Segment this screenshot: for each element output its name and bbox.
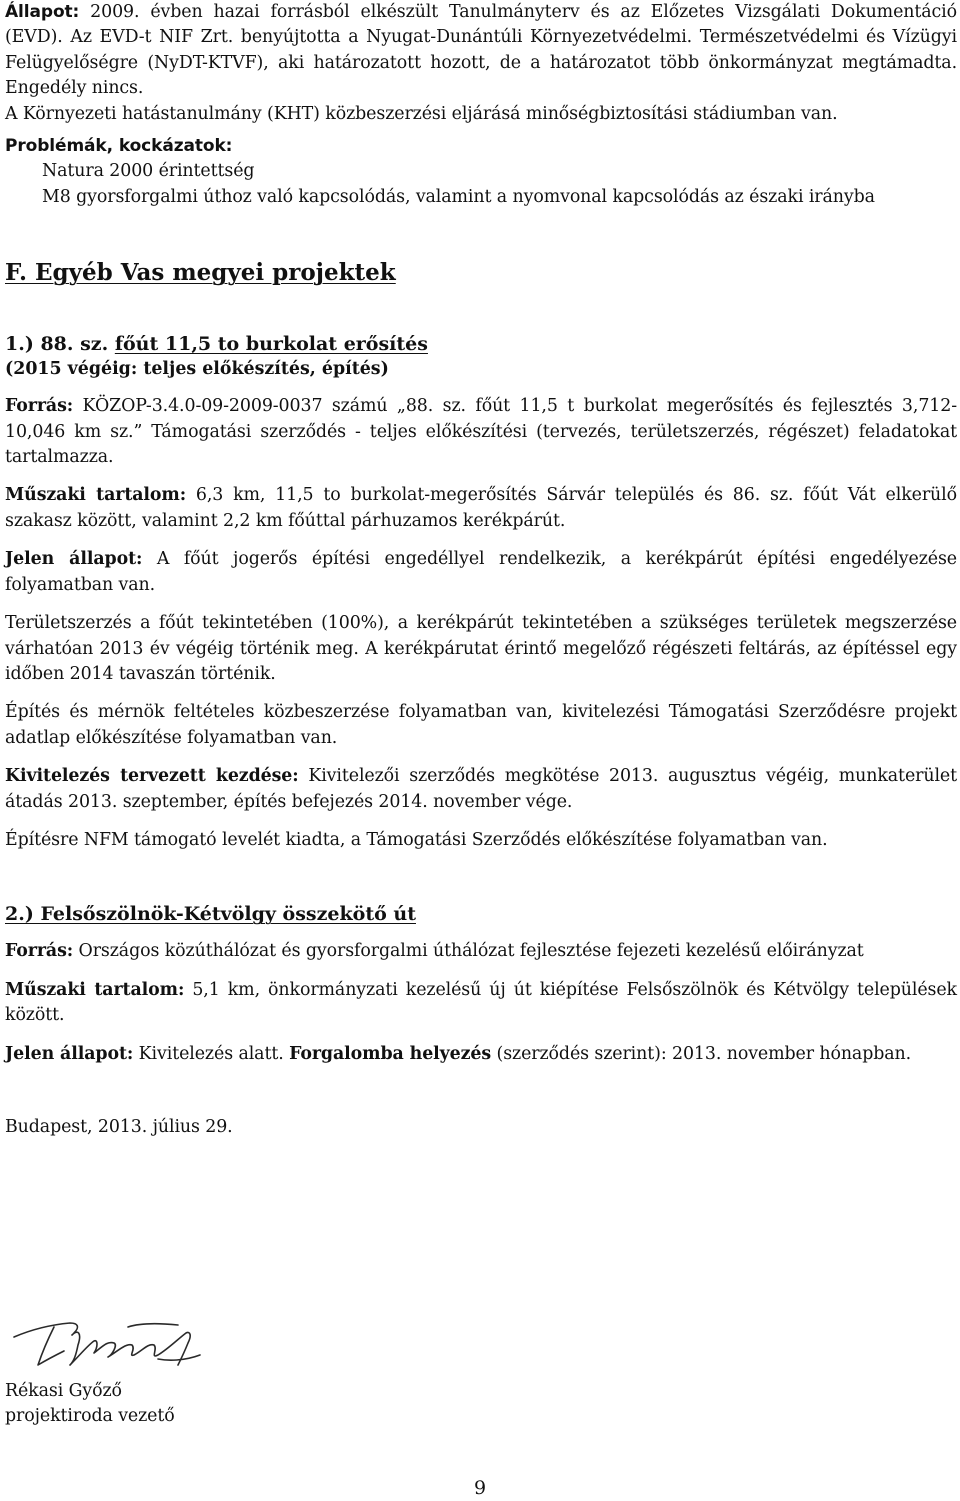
project-title-prefix: 1.) 88. sz. xyxy=(5,333,115,356)
tech-label: Műszaki tartalom: xyxy=(5,979,185,1000)
state-label: Jelen állapot: xyxy=(5,1043,134,1064)
page-number: 9 xyxy=(473,1477,487,1499)
traffic-text: (szerződés szerint): 2013. november hónapban. xyxy=(491,1043,912,1064)
signatory-name: Rékasi Győző xyxy=(5,1381,122,1401)
project-title xyxy=(5,331,957,357)
problems-label: Problémák, kockázatok: xyxy=(5,136,233,157)
state-label: Jelen állapot: xyxy=(5,549,143,570)
traffic-label: Forgalomba helyezés xyxy=(289,1043,492,1064)
project-title: 2.) Felsőszölnök-Kétvölgy összekötő út xyxy=(5,903,416,926)
tech-label: Műszaki tartalom: xyxy=(5,485,187,506)
start-paragraph xyxy=(5,764,957,815)
problem-item: M8 gyorsforgalmi úthoz való kapcsolódás, valamint a nyomvonal kapcsolódás az északi irányba xyxy=(42,186,875,207)
start-text: Kivitelezői szerződés megkötése 2013. augusztus végéig, munkaterület átadás 2013. szeptember, építés befejezés 2014. november vége. xyxy=(5,766,957,812)
signatory-role: projektiroda vezető xyxy=(5,1406,175,1426)
state-paragraph xyxy=(5,1042,957,1067)
procurement-paragraph: Építés és mérnök feltételes közbeszerzése folyamatban van, kivitelezési Támogatási Szerződésre projekt adatlap előkészítése folyamatban van. xyxy=(5,702,957,748)
state-paragraph xyxy=(5,547,957,598)
tech-paragraph xyxy=(5,978,957,1029)
project-title-main: főút 11,5 to burkolat erősítés xyxy=(114,333,428,356)
status-text: 2009. évben hazai forrásból elkészült Tanulmányterv és az Előzetes Vizsgálati Dokumentáció (EVD). Az EVD-t NIF Zrt. benyújtotta a Nyugat-Dunántúli Környezetvédelmi. Természetvédelmi és Vízügyi Felügyelőségre (NyDT-KTVF), aki határozatott hozott, de a határozatot több önkormányzat megtámadta. Engedély nincs. xyxy=(5,2,957,99)
state-text: A főút jogerős építési engedéllyel rendelkezik, a kerékpárút építési engedélyezése folyamatban van. xyxy=(5,549,957,595)
section-title: F. Egyéb Vas megyei projektek xyxy=(5,259,396,287)
source-text: KÖZOP-3.4.0-09-2009-0037 számú „88. sz. főút 11,5 t burkolat megerősítés és fejlesztés 3,712-10,046 km sz.” Támogatási szerződés - teljes előkészítési (tervezés, területszerzés, régészet) feladatokat tartalmazza. xyxy=(5,396,957,468)
source-paragraph xyxy=(5,939,957,964)
signature-drawing xyxy=(8,1315,208,1375)
document-page xyxy=(5,0,957,1140)
state-text: Kivitelezés alatt. xyxy=(133,1043,290,1064)
tech-paragraph xyxy=(5,483,957,534)
tech-text: 6,3 km, 11,5 to burkolat-megerősítés Sárvár település és 86. sz. főút Vát elkerülő szakasz között, valamint 2,2 km főúttal párhuzamos kerékpárút. xyxy=(5,485,957,531)
status-paragraph xyxy=(5,0,957,102)
status-label: Állapot: xyxy=(5,2,80,22)
nfm-paragraph: Építésre NFM támogató levelét kiadta, a Támogatási Szerződés előkészítése folyamatban van. xyxy=(5,829,828,850)
source-text: Országos közúthálózat és gyorsforgalmi úthálózat fejlesztése fejezeti kezelésű előirányzat xyxy=(73,941,864,962)
signature xyxy=(8,1315,208,1375)
tech-text: 5,1 km, önkormányzati kezelésű új út kiépítése Felsőszölnök és Kétvölgy települések között. xyxy=(5,979,957,1026)
source-label: Forrás: xyxy=(5,396,74,417)
project-subtitle: (2015 végéig: teljes előkészítés, építés) xyxy=(5,359,389,380)
source-paragraph xyxy=(5,394,957,470)
start-label: Kivitelezés tervezett kezdése: xyxy=(5,766,299,787)
kht-paragraph: A Környezeti hatástanulmány (KHT) közbeszerzési eljárásá minőségbiztosítási stádiumban van. xyxy=(5,103,838,124)
problem-item: Natura 2000 érintettség xyxy=(42,161,255,182)
place-date: Budapest, 2013. július 29. xyxy=(5,1116,233,1137)
land-acquisition-paragraph: Területszerzés a főút tekintetében (100%), a kerékpárút tekintetében a szükséges területek megszerzése várhatóan 2013 év végéig történik meg. A kerékpárutat érintő megelőző régészeti feltárás, az építéssel egy időben 2014 tavaszán történik. xyxy=(5,613,957,684)
source-label: Forrás: xyxy=(5,941,74,962)
